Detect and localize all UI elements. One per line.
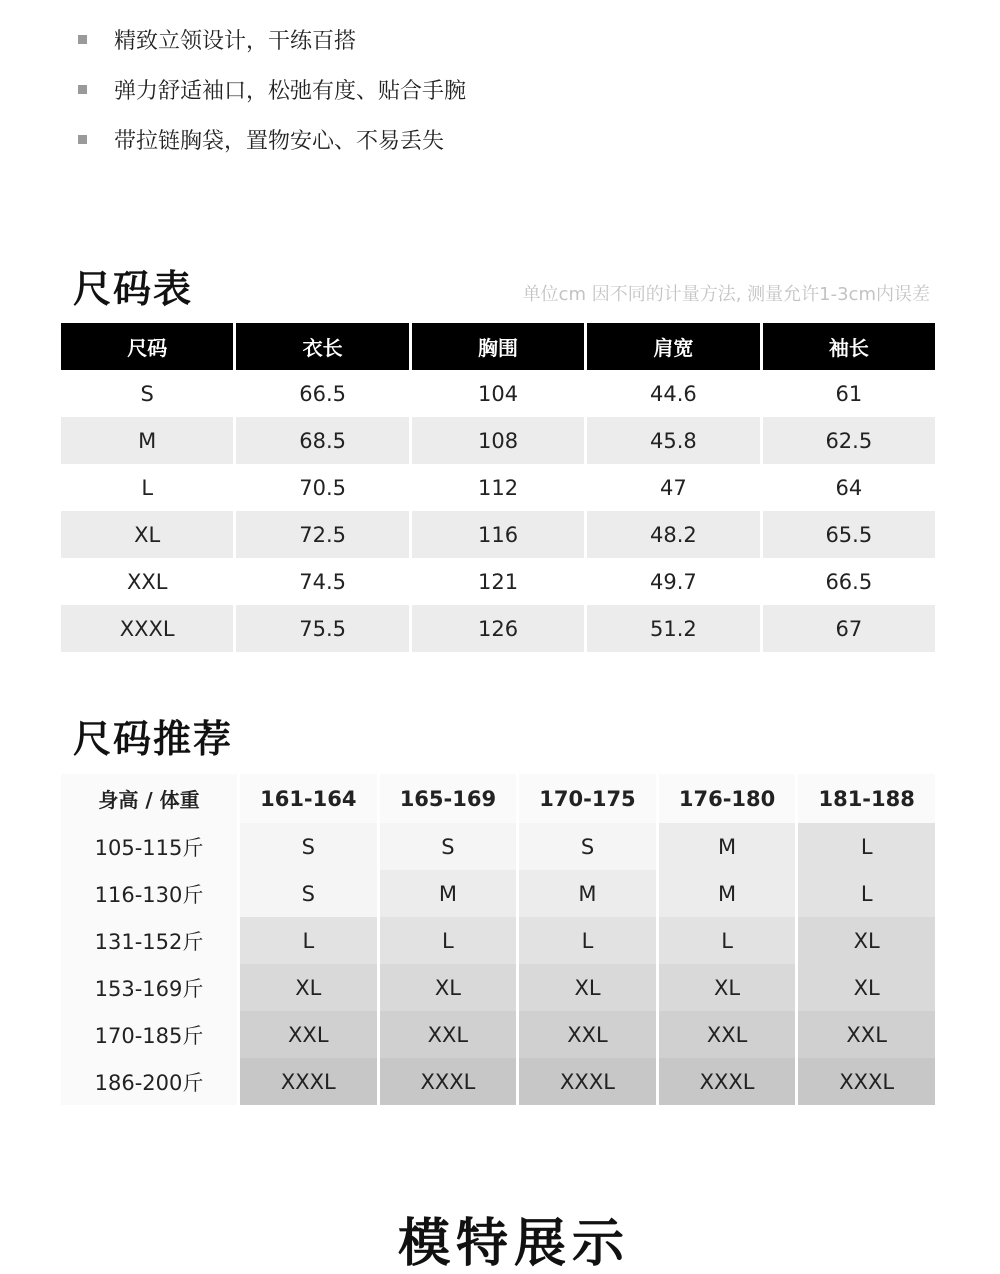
height-header: 170-175 — [516, 774, 656, 823]
size-cell: M — [516, 870, 656, 917]
column-header: 衣长 — [233, 323, 408, 370]
table-cell: 126 — [409, 605, 584, 652]
column-header: 胸围 — [409, 323, 584, 370]
size-cell: XXL — [377, 1011, 517, 1058]
table-cell: 104 — [409, 370, 584, 417]
table-row — [61, 964, 935, 1011]
table-cell: 108 — [409, 417, 584, 464]
size-cell: L — [656, 917, 796, 964]
size-cell: XL — [656, 964, 796, 1011]
table-cell: 121 — [409, 558, 584, 605]
square-bullet-icon — [78, 35, 87, 44]
feature-text: 精致立领设计，干练百搭 — [114, 28, 357, 54]
table-cell: 51.2 — [584, 605, 759, 652]
table-cell: M — [61, 417, 233, 464]
table-row — [61, 464, 935, 511]
size-cell: M — [656, 823, 796, 870]
table-row — [61, 370, 935, 417]
table-cell: XXL — [126, 569, 168, 594]
table-cell: S — [140, 381, 154, 406]
table-row — [61, 917, 935, 964]
square-bullet-icon — [78, 135, 87, 144]
feature-item — [78, 14, 466, 64]
table-row — [61, 1058, 935, 1105]
size-cell: M — [377, 870, 517, 917]
table-row — [61, 823, 935, 870]
table-row — [61, 417, 935, 464]
size-cell: XXXL — [795, 1058, 935, 1105]
size-cell: S — [377, 823, 517, 870]
height-header: 176-180 — [656, 774, 796, 823]
size-cell: XXXL — [377, 1058, 517, 1105]
weight-label: 186-200斤 — [61, 1058, 237, 1105]
table-cell: 75.5 — [233, 605, 408, 652]
size-cell: XL — [237, 964, 377, 1011]
column-header: 肩宽 — [584, 323, 759, 370]
table-cell: 68.5 — [233, 417, 408, 464]
square-bullet-icon — [78, 85, 87, 94]
size-cell: S — [237, 823, 377, 870]
header-row — [61, 323, 935, 370]
corner-header: 身高 / 体重 — [61, 774, 237, 823]
column-header: 袖长 — [760, 323, 935, 370]
size-table-body — [61, 370, 935, 652]
table-cell: 65.5 — [760, 511, 935, 558]
size-cell: XXXL — [656, 1058, 796, 1105]
size-cell: L — [237, 917, 377, 964]
weight-label: 170-185斤 — [61, 1011, 237, 1058]
size-cell: L — [516, 917, 656, 964]
table-row — [61, 870, 935, 917]
table-row — [61, 511, 935, 558]
table-cell: 70.5 — [233, 464, 408, 511]
weight-label: 153-169斤 — [61, 964, 237, 1011]
table-cell: 64 — [760, 464, 935, 511]
height-header: 161-164 — [237, 774, 377, 823]
size-cell: L — [795, 823, 935, 870]
size-cell: XXL — [237, 1011, 377, 1058]
table-cell: XXXL — [61, 605, 233, 652]
weight-label: 105-115斤 — [61, 823, 237, 870]
size-cell: L — [377, 917, 517, 964]
size-table-title: 尺码表 — [73, 267, 194, 311]
size-cell: XXL — [795, 1011, 935, 1058]
feature-text: 弹力舒适袖口，松弛有度、贴合手腕 — [114, 78, 467, 104]
size-cell: L — [795, 870, 935, 917]
feature-text: 带拉链胸袋，置物安心、不易丢失 — [114, 128, 445, 154]
recommendation-title: 尺码推荐 — [73, 717, 234, 761]
table-cell: 66.5 — [760, 558, 935, 605]
table-cell: 74.5 — [233, 558, 408, 605]
weight-label: 116-130斤 — [61, 870, 237, 917]
unit-note: 单位cm 因不同的计量方法, 测量允许1-3cm内误差 — [522, 284, 930, 305]
table-cell: 48.2 — [584, 511, 759, 558]
table-cell: 49.7 — [584, 558, 759, 605]
weight-label: 131-152斤 — [61, 917, 237, 964]
size-cell: XL — [795, 917, 935, 964]
table-cell: 61 — [760, 370, 935, 417]
size-cell: S — [237, 870, 377, 917]
size-cell: XXL — [516, 1011, 656, 1058]
size-cell: M — [656, 870, 796, 917]
table-cell: 67 — [760, 605, 935, 652]
feature-item — [78, 114, 466, 164]
table-cell: 66.5 — [233, 370, 408, 417]
size-cell: XL — [377, 964, 517, 1011]
table-cell: 112 — [409, 464, 584, 511]
table-cell: 116 — [409, 511, 584, 558]
size-cell: XXL — [656, 1011, 796, 1058]
next-section-title: 模特展示 — [398, 1214, 631, 1274]
size-table-header — [61, 323, 935, 370]
feature-list — [78, 14, 466, 164]
header-row — [61, 774, 935, 823]
table-cell: 47 — [584, 464, 759, 511]
table-cell: 72.5 — [233, 511, 408, 558]
size-cell: XL — [516, 964, 656, 1011]
size-table — [61, 323, 935, 652]
height-header: 165-169 — [377, 774, 517, 823]
table-row — [61, 605, 935, 652]
table-row — [61, 558, 935, 605]
size-cell: XXXL — [516, 1058, 656, 1105]
size-cell: XL — [795, 964, 935, 1011]
feature-item — [78, 64, 466, 114]
table-cell: L — [141, 475, 154, 500]
table-cell: 44.6 — [584, 370, 759, 417]
column-header: 尺码 — [61, 323, 233, 370]
size-recommendation-table — [61, 774, 935, 1105]
table-cell: XL — [61, 511, 233, 558]
table-row — [61, 1011, 935, 1058]
table-cell: 62.5 — [760, 417, 935, 464]
height-header: 181-188 — [795, 774, 935, 823]
size-cell: XXXL — [237, 1058, 377, 1105]
table-cell: 45.8 — [584, 417, 759, 464]
size-cell: S — [516, 823, 656, 870]
